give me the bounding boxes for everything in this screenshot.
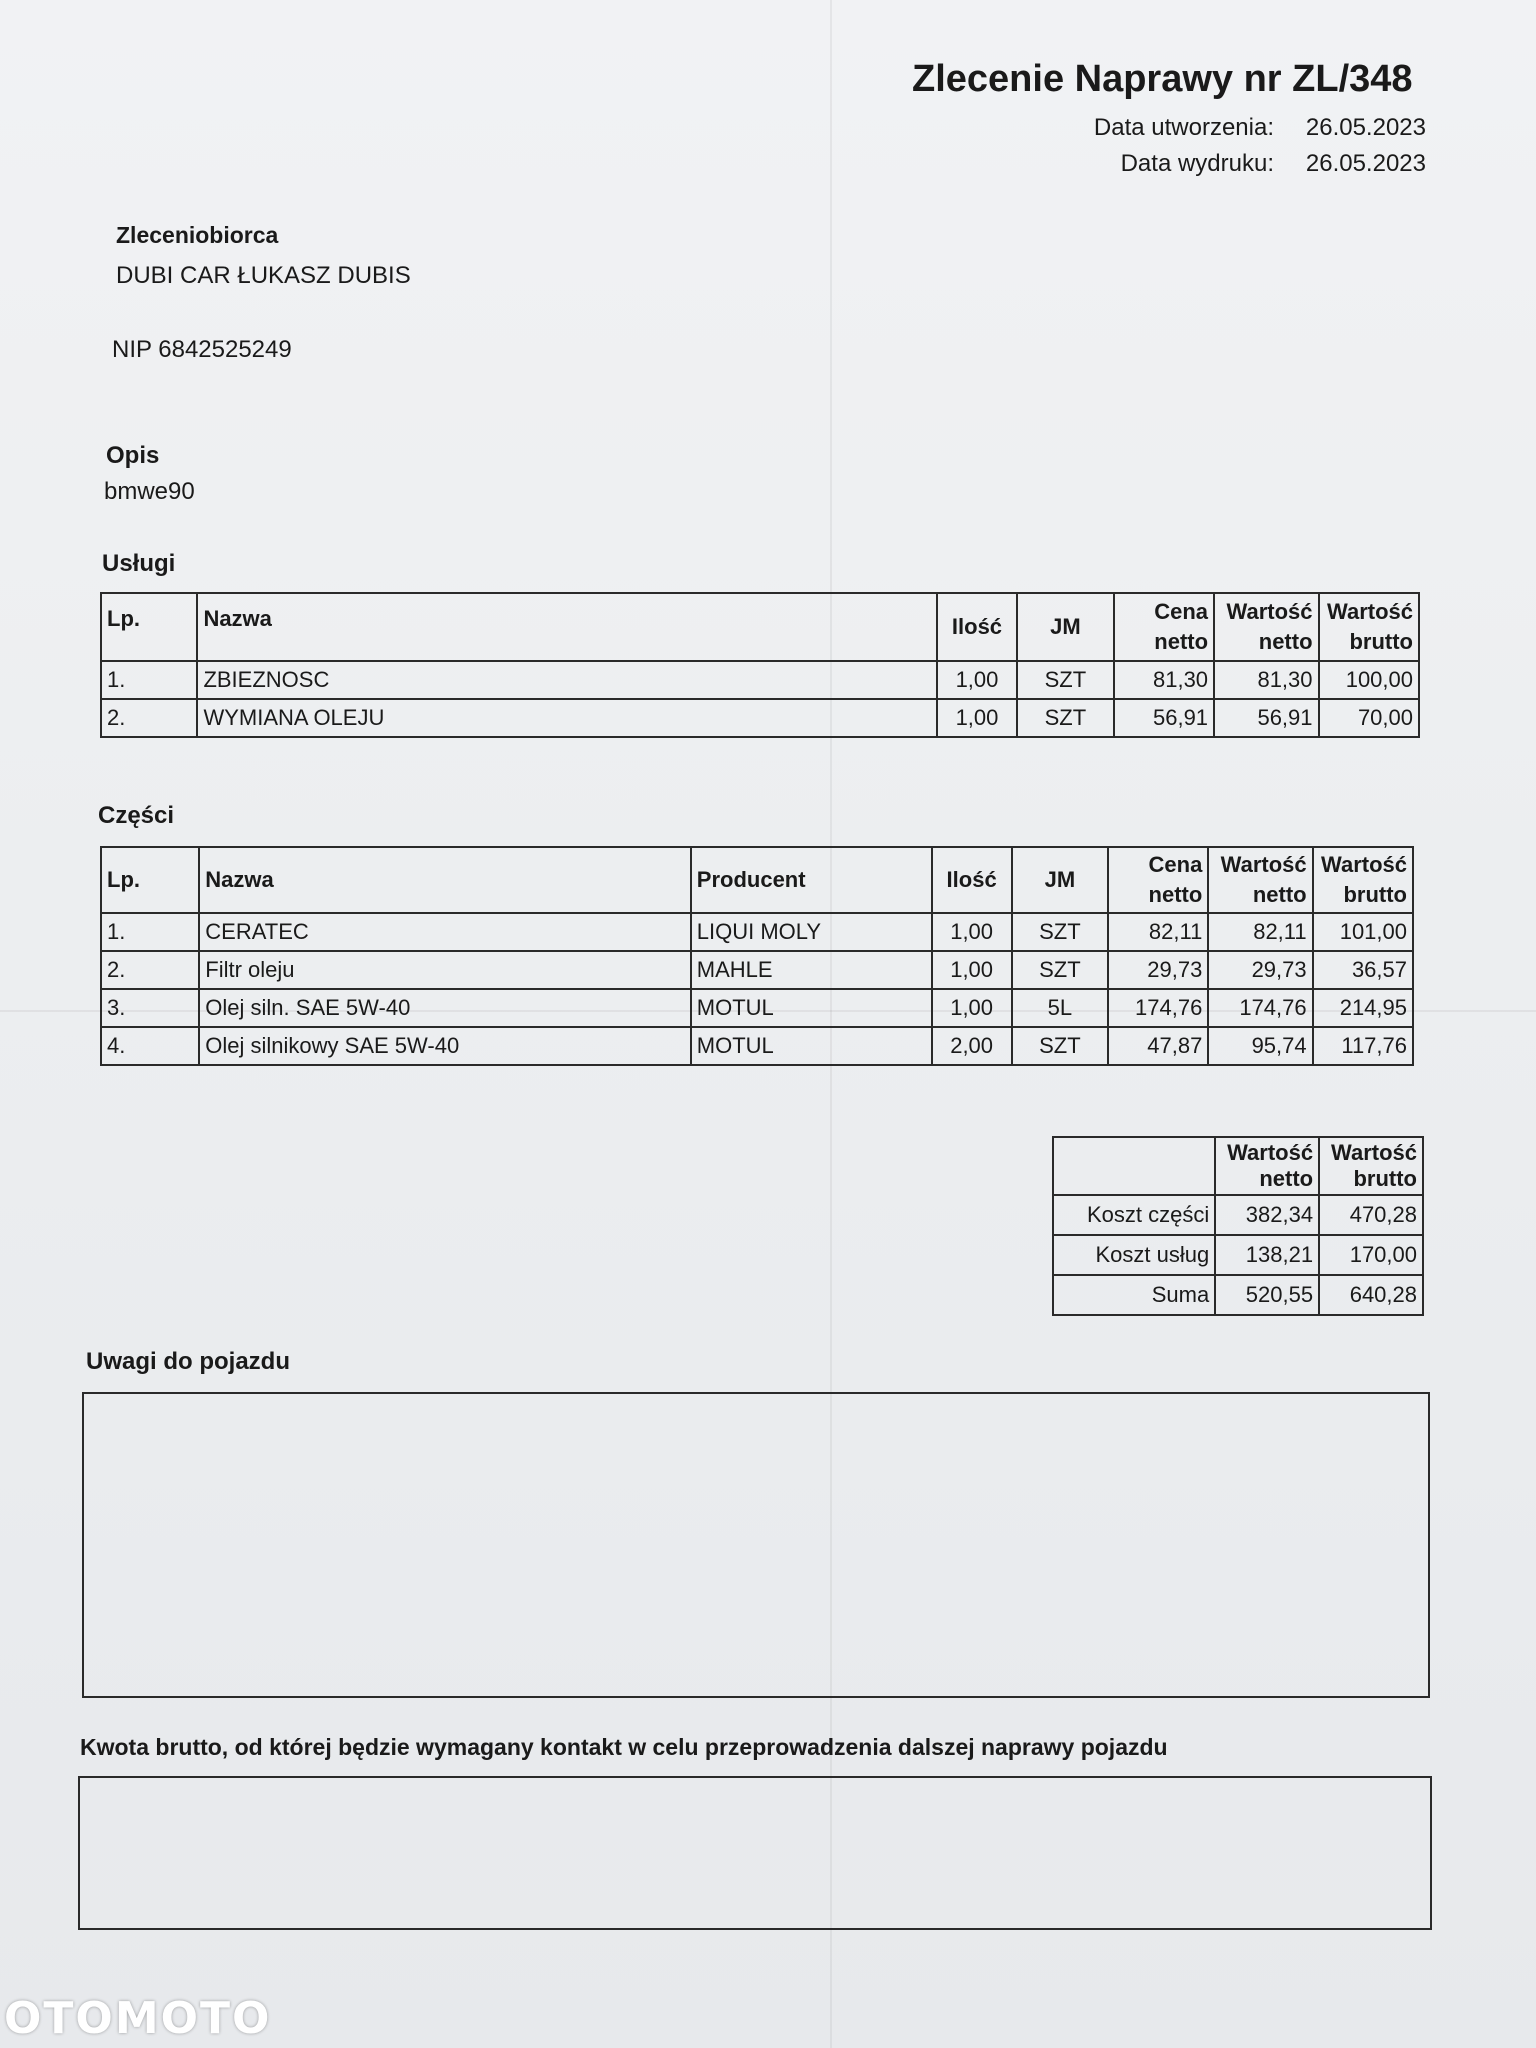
cell-lp: 3. (101, 989, 199, 1027)
cell-net: 56,91 (1214, 699, 1318, 737)
cell-qty: 1,00 (932, 951, 1012, 989)
summary-net: 382,34 (1215, 1195, 1319, 1235)
cell-gross: 101,00 (1313, 913, 1413, 951)
parts-label: Części (98, 802, 175, 829)
printed-date-label: Data wydruku: (1120, 150, 1274, 177)
col-qty: Ilość (932, 847, 1012, 913)
summary-net: 138,21 (1215, 1235, 1319, 1275)
otomoto-watermark-logo: OTOMOTO (4, 1993, 272, 2044)
cell-net: 29,73 (1208, 951, 1312, 989)
table-row (1053, 1235, 1423, 1275)
description-label: Opis (106, 442, 160, 469)
cell-qty: 1,00 (932, 989, 1012, 1027)
cell-producer: MOTUL (691, 1027, 932, 1065)
services-label: Usługi (102, 550, 176, 577)
services-table (100, 592, 1420, 738)
table-row (101, 661, 1419, 699)
created-date-row (1094, 114, 1426, 142)
summary-table (1052, 1136, 1424, 1316)
cell-lp: 1. (101, 661, 197, 699)
summary-header-row (1053, 1137, 1423, 1195)
cell-net: 82,11 (1208, 913, 1312, 951)
table-row (1053, 1275, 1423, 1315)
cell-lp: 2. (101, 951, 199, 989)
created-date-value: 26.05.2023 (1305, 114, 1426, 141)
cell-net: 174,76 (1208, 989, 1312, 1027)
col-net: Wartość netto (1208, 847, 1312, 913)
col-net: Wartość netto (1214, 593, 1318, 661)
summary-row-label: Suma (1053, 1275, 1215, 1315)
parts-header-row (101, 847, 1413, 913)
cell-unit: SZT (1017, 661, 1113, 699)
cell-price: 174,76 (1108, 989, 1208, 1027)
cell-name: Olej siln. SAE 5W-40 (199, 989, 690, 1027)
cell-lp: 4. (101, 1027, 199, 1065)
col-qty: Ilość (937, 593, 1017, 661)
contractor-name: DUBI CAR ŁUKASZ DUBIS (116, 262, 411, 289)
cell-qty: 1,00 (937, 661, 1017, 699)
cell-price: 29,73 (1108, 951, 1208, 989)
table-row (101, 989, 1413, 1027)
cell-gross: 100,00 (1319, 661, 1419, 699)
cell-name: Olej silnikowy SAE 5W-40 (199, 1027, 690, 1065)
services-header-row (101, 593, 1419, 661)
col-price: Cena netto (1114, 593, 1214, 661)
table-row (101, 699, 1419, 737)
summary-corner-cell (1053, 1137, 1215, 1195)
cell-price: 47,87 (1108, 1027, 1208, 1065)
summary-gross: 470,28 (1319, 1195, 1423, 1235)
cell-qty: 2,00 (932, 1027, 1012, 1065)
cell-lp: 2. (101, 699, 197, 737)
summary-row-label: Koszt usług (1053, 1235, 1215, 1275)
parts-table (100, 846, 1414, 1066)
printed-date-row (1121, 150, 1426, 178)
cell-unit: SZT (1012, 1027, 1108, 1065)
cell-lp: 1. (101, 913, 199, 951)
cell-unit: SZT (1012, 913, 1108, 951)
cell-producer: LIQUI MOLY (691, 913, 932, 951)
col-lp: Lp. (101, 593, 197, 661)
contractor-label: Zleceniobiorca (116, 222, 279, 248)
col-gross: Wartość brutto (1313, 847, 1413, 913)
col-gross: Wartość brutto (1319, 593, 1419, 661)
cell-qty: 1,00 (932, 913, 1012, 951)
col-net: Wartość netto (1215, 1137, 1319, 1195)
cell-price: 81,30 (1114, 661, 1214, 699)
contact-threshold-box (78, 1776, 1432, 1930)
col-unit: JM (1017, 593, 1113, 661)
cell-qty: 1,00 (937, 699, 1017, 737)
summary-row-label: Koszt części (1053, 1195, 1215, 1235)
col-gross: Wartość brutto (1319, 1137, 1423, 1195)
created-date-label: Data utworzenia: (1093, 114, 1274, 141)
cell-price: 82,11 (1108, 913, 1208, 951)
cell-gross: 70,00 (1319, 699, 1419, 737)
cell-unit: 5L (1012, 989, 1108, 1027)
summary-gross: 170,00 (1319, 1235, 1423, 1275)
vehicle-notes-box (82, 1392, 1430, 1698)
col-name: Nazwa (199, 847, 690, 913)
vehicle-notes-label: Uwagi do pojazdu (86, 1348, 290, 1375)
cell-name: ZBIEZNOSC (197, 661, 936, 699)
table-row (1053, 1195, 1423, 1235)
cell-producer: MAHLE (691, 951, 932, 989)
summary-gross: 640,28 (1319, 1275, 1423, 1315)
table-row (101, 913, 1413, 951)
col-name: Nazwa (197, 593, 936, 661)
cell-net: 95,74 (1208, 1027, 1312, 1065)
cell-name: CERATEC (199, 913, 690, 951)
cell-gross: 117,76 (1313, 1027, 1413, 1065)
cell-name: WYMIANA OLEJU (197, 699, 936, 737)
document-title: Zlecenie Naprawy nr ZL/348 (912, 58, 1413, 100)
summary-net: 520,55 (1215, 1275, 1319, 1315)
cell-price: 56,91 (1114, 699, 1214, 737)
cell-gross: 214,95 (1313, 989, 1413, 1027)
cell-unit: SZT (1017, 699, 1113, 737)
contractor-nip: NIP 6842525249 (112, 336, 292, 363)
col-lp: Lp. (101, 847, 199, 913)
cell-gross: 36,57 (1313, 951, 1413, 989)
col-price: Cena netto (1108, 847, 1208, 913)
cell-producer: MOTUL (691, 989, 932, 1027)
printed-date-value: 26.05.2023 (1305, 150, 1426, 177)
cell-net: 81,30 (1214, 661, 1318, 699)
cell-unit: SZT (1012, 951, 1108, 989)
table-row (101, 951, 1413, 989)
table-row (101, 1027, 1413, 1065)
col-producer: Producent (691, 847, 932, 913)
cell-name: Filtr oleju (199, 951, 690, 989)
description-value: bmwe90 (104, 478, 195, 505)
col-unit: JM (1012, 847, 1108, 913)
contact-threshold-label: Kwota brutto, od której będzie wymagany kontakt w celu przeprowadzenia dalszej naprawy pojazdu (80, 1734, 1168, 1760)
